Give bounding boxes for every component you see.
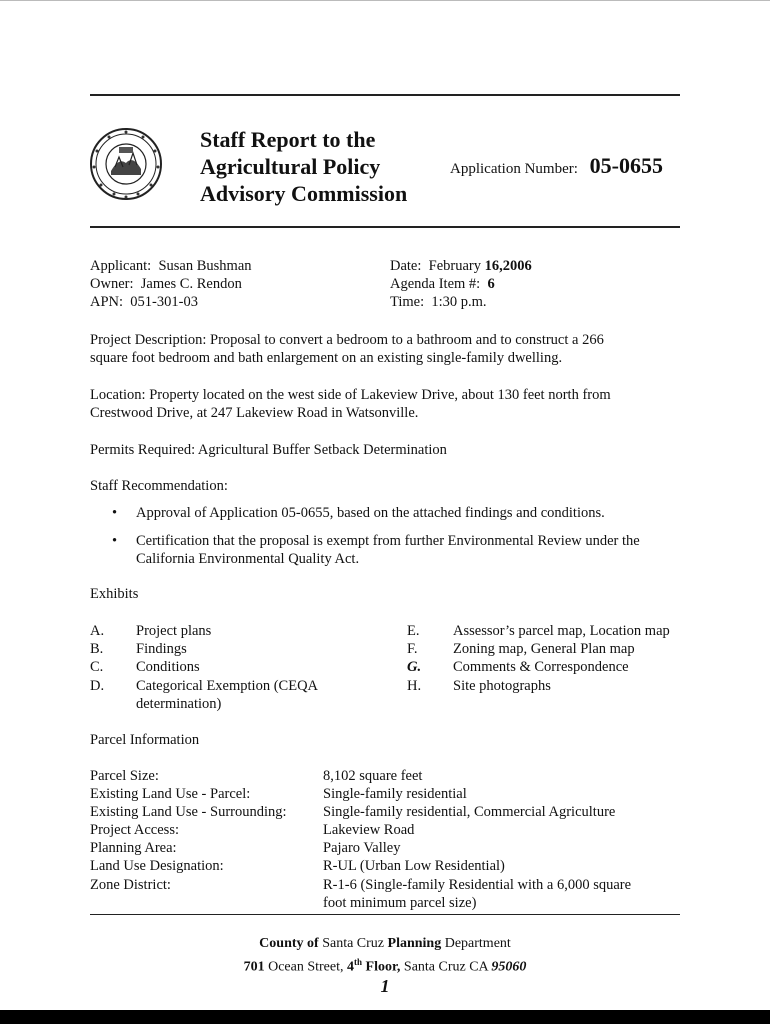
parcel-label: Existing Land Use - Parcel: — [90, 786, 251, 802]
parcel-value-continued: foot minimum parcel size) — [323, 895, 477, 911]
parcel-value: R-1-6 (Single-family Residential with a 6,000 square — [323, 877, 632, 893]
header-bottom-rule — [90, 226, 680, 228]
agenda-label: Agenda Item #: — [390, 276, 481, 292]
bullet-icon: • — [112, 533, 118, 549]
apn-label: APN: — [90, 294, 124, 310]
project-description — [90, 331, 660, 367]
exhibit-letter: E. — [407, 623, 420, 639]
staff-recommendation-heading: Staff Recommendation: — [90, 478, 228, 494]
header-top-rule — [90, 94, 680, 96]
exhibit-text: Assessor’s parcel map, Location map — [453, 623, 670, 639]
footer-rule — [90, 914, 680, 915]
exhibit-letter: B. — [90, 641, 104, 657]
exhibit-letter: F. — [407, 641, 418, 657]
exhibit-text-line-2: determination) — [136, 696, 222, 712]
date-label: Date: — [390, 258, 422, 274]
recommendation-line-1: Approval of Application 05-0655, based on the attached findings and conditions. — [136, 505, 605, 521]
exhibit-text: Comments & Correspondence — [453, 659, 629, 675]
application-number-label: Application Number: — [450, 161, 578, 177]
footer-floor-number: 4 — [347, 959, 355, 975]
time-line — [390, 293, 487, 311]
bottom-scan-border — [0, 1010, 770, 1024]
exhibit-text-line-1: Categorical Exemption (CEQA — [136, 678, 319, 694]
parcel-information-heading: Parcel Information — [90, 732, 200, 748]
recommendation-line-1: Certification that the proposal is exempt from further Environmental Review under the — [136, 533, 640, 549]
date-line — [390, 257, 532, 275]
title-line-1: Staff Report to the — [200, 127, 376, 152]
date-day: 16,2006 — [484, 258, 532, 274]
parcel-label: Zone District: — [90, 877, 171, 893]
owner-value: James C. Rendon — [140, 276, 242, 292]
time-label: Time: — [390, 294, 425, 310]
footer-planning: Planning — [387, 936, 442, 951]
location-line-2: Crestwood Drive, at 247 Lakeview Road in Watsonville. — [90, 405, 419, 421]
footer-department-word: Department — [444, 936, 511, 951]
top-border — [0, 0, 770, 1]
footer-floor-sup: th — [354, 957, 363, 967]
footer-address — [0, 953, 770, 977]
parcel-value: Lakeview Road — [323, 822, 415, 838]
footer-county-of: County of — [259, 936, 319, 951]
parcel-value: Single-family residential — [323, 786, 467, 802]
applicant-label: Applicant: — [90, 258, 152, 274]
project-description-line-1: Project Description: Proposal to convert a bedroom to a bathroom and to construct a 266 — [90, 332, 604, 348]
apn-value: 051-301-03 — [130, 294, 198, 310]
page-number: 1 — [380, 976, 390, 996]
parcel-label: Project Access: — [90, 822, 179, 838]
parcel-value: Pajaro Valley — [323, 840, 401, 856]
date-month: February — [428, 258, 481, 274]
location — [90, 386, 660, 422]
parcel-value: R-UL (Urban Low Residential) — [323, 858, 505, 874]
exhibit-letter: C. — [90, 659, 104, 675]
application-number-value: 05-0655 — [589, 153, 663, 178]
exhibits-heading: Exhibits — [90, 586, 139, 602]
exhibit-letter: G. — [407, 659, 422, 675]
parcel-label: Planning Area: — [90, 840, 177, 856]
exhibit-text: Conditions — [136, 659, 200, 675]
footer-street: Ocean Street, — [268, 959, 344, 975]
exhibit-letter: A. — [90, 623, 105, 639]
report-title — [200, 126, 440, 207]
footer-floor: Floor, — [365, 959, 401, 975]
recommendation-item — [136, 532, 676, 568]
agenda-line — [390, 275, 495, 293]
footer-santa-cruz: Santa Cruz — [322, 936, 385, 951]
exhibit-letter: D. — [90, 678, 105, 694]
exhibit-text: Zoning map, General Plan map — [453, 641, 635, 657]
apn-line — [90, 293, 198, 311]
applicant-line — [90, 257, 252, 275]
exhibit-text: Site photographs — [453, 678, 551, 694]
footer-department — [0, 935, 770, 953]
bullet-icon: • — [112, 505, 118, 521]
county-seal-logo — [89, 127, 163, 201]
application-number — [450, 153, 663, 179]
exhibit-text: Project plans — [136, 623, 212, 639]
agenda-value: 6 — [487, 276, 495, 292]
parcel-label: Parcel Size: — [90, 768, 159, 784]
permits-required: Permits Required: Agricultural Buffer Setback Determination — [90, 442, 447, 458]
applicant-value: Susan Bushman — [158, 258, 252, 274]
owner-label: Owner: — [90, 276, 134, 292]
time-value: 1:30 p.m. — [431, 294, 487, 310]
recommendation-line-2: California Environmental Quality Act. — [136, 551, 360, 567]
parcel-label: Land Use Designation: — [90, 858, 224, 874]
title-line-2: Agricultural Policy — [200, 154, 381, 179]
parcel-label: Existing Land Use - Surrounding: — [90, 804, 287, 820]
footer-street-number: 701 — [243, 959, 265, 975]
title-line-3: Advisory Commission — [200, 181, 408, 206]
exhibit-text: Findings — [136, 641, 187, 657]
exhibit-letter: H. — [407, 678, 422, 694]
parcel-value: 8,102 square feet — [323, 768, 423, 784]
recommendation-item — [136, 504, 676, 522]
parcel-value: Single-family residential, Commercial Agriculture — [323, 804, 616, 820]
footer-zip: 95060 — [491, 959, 527, 975]
project-description-line-2: square foot bedroom and bath enlargement on an existing single-family dwelling. — [90, 350, 563, 366]
owner-line — [90, 275, 242, 293]
footer-city: Santa Cruz CA — [403, 959, 488, 975]
exhibit-text — [136, 677, 318, 713]
location-line-1: Location: Property located on the west side of Lakeview Drive, about 130 feet north from — [90, 387, 611, 403]
